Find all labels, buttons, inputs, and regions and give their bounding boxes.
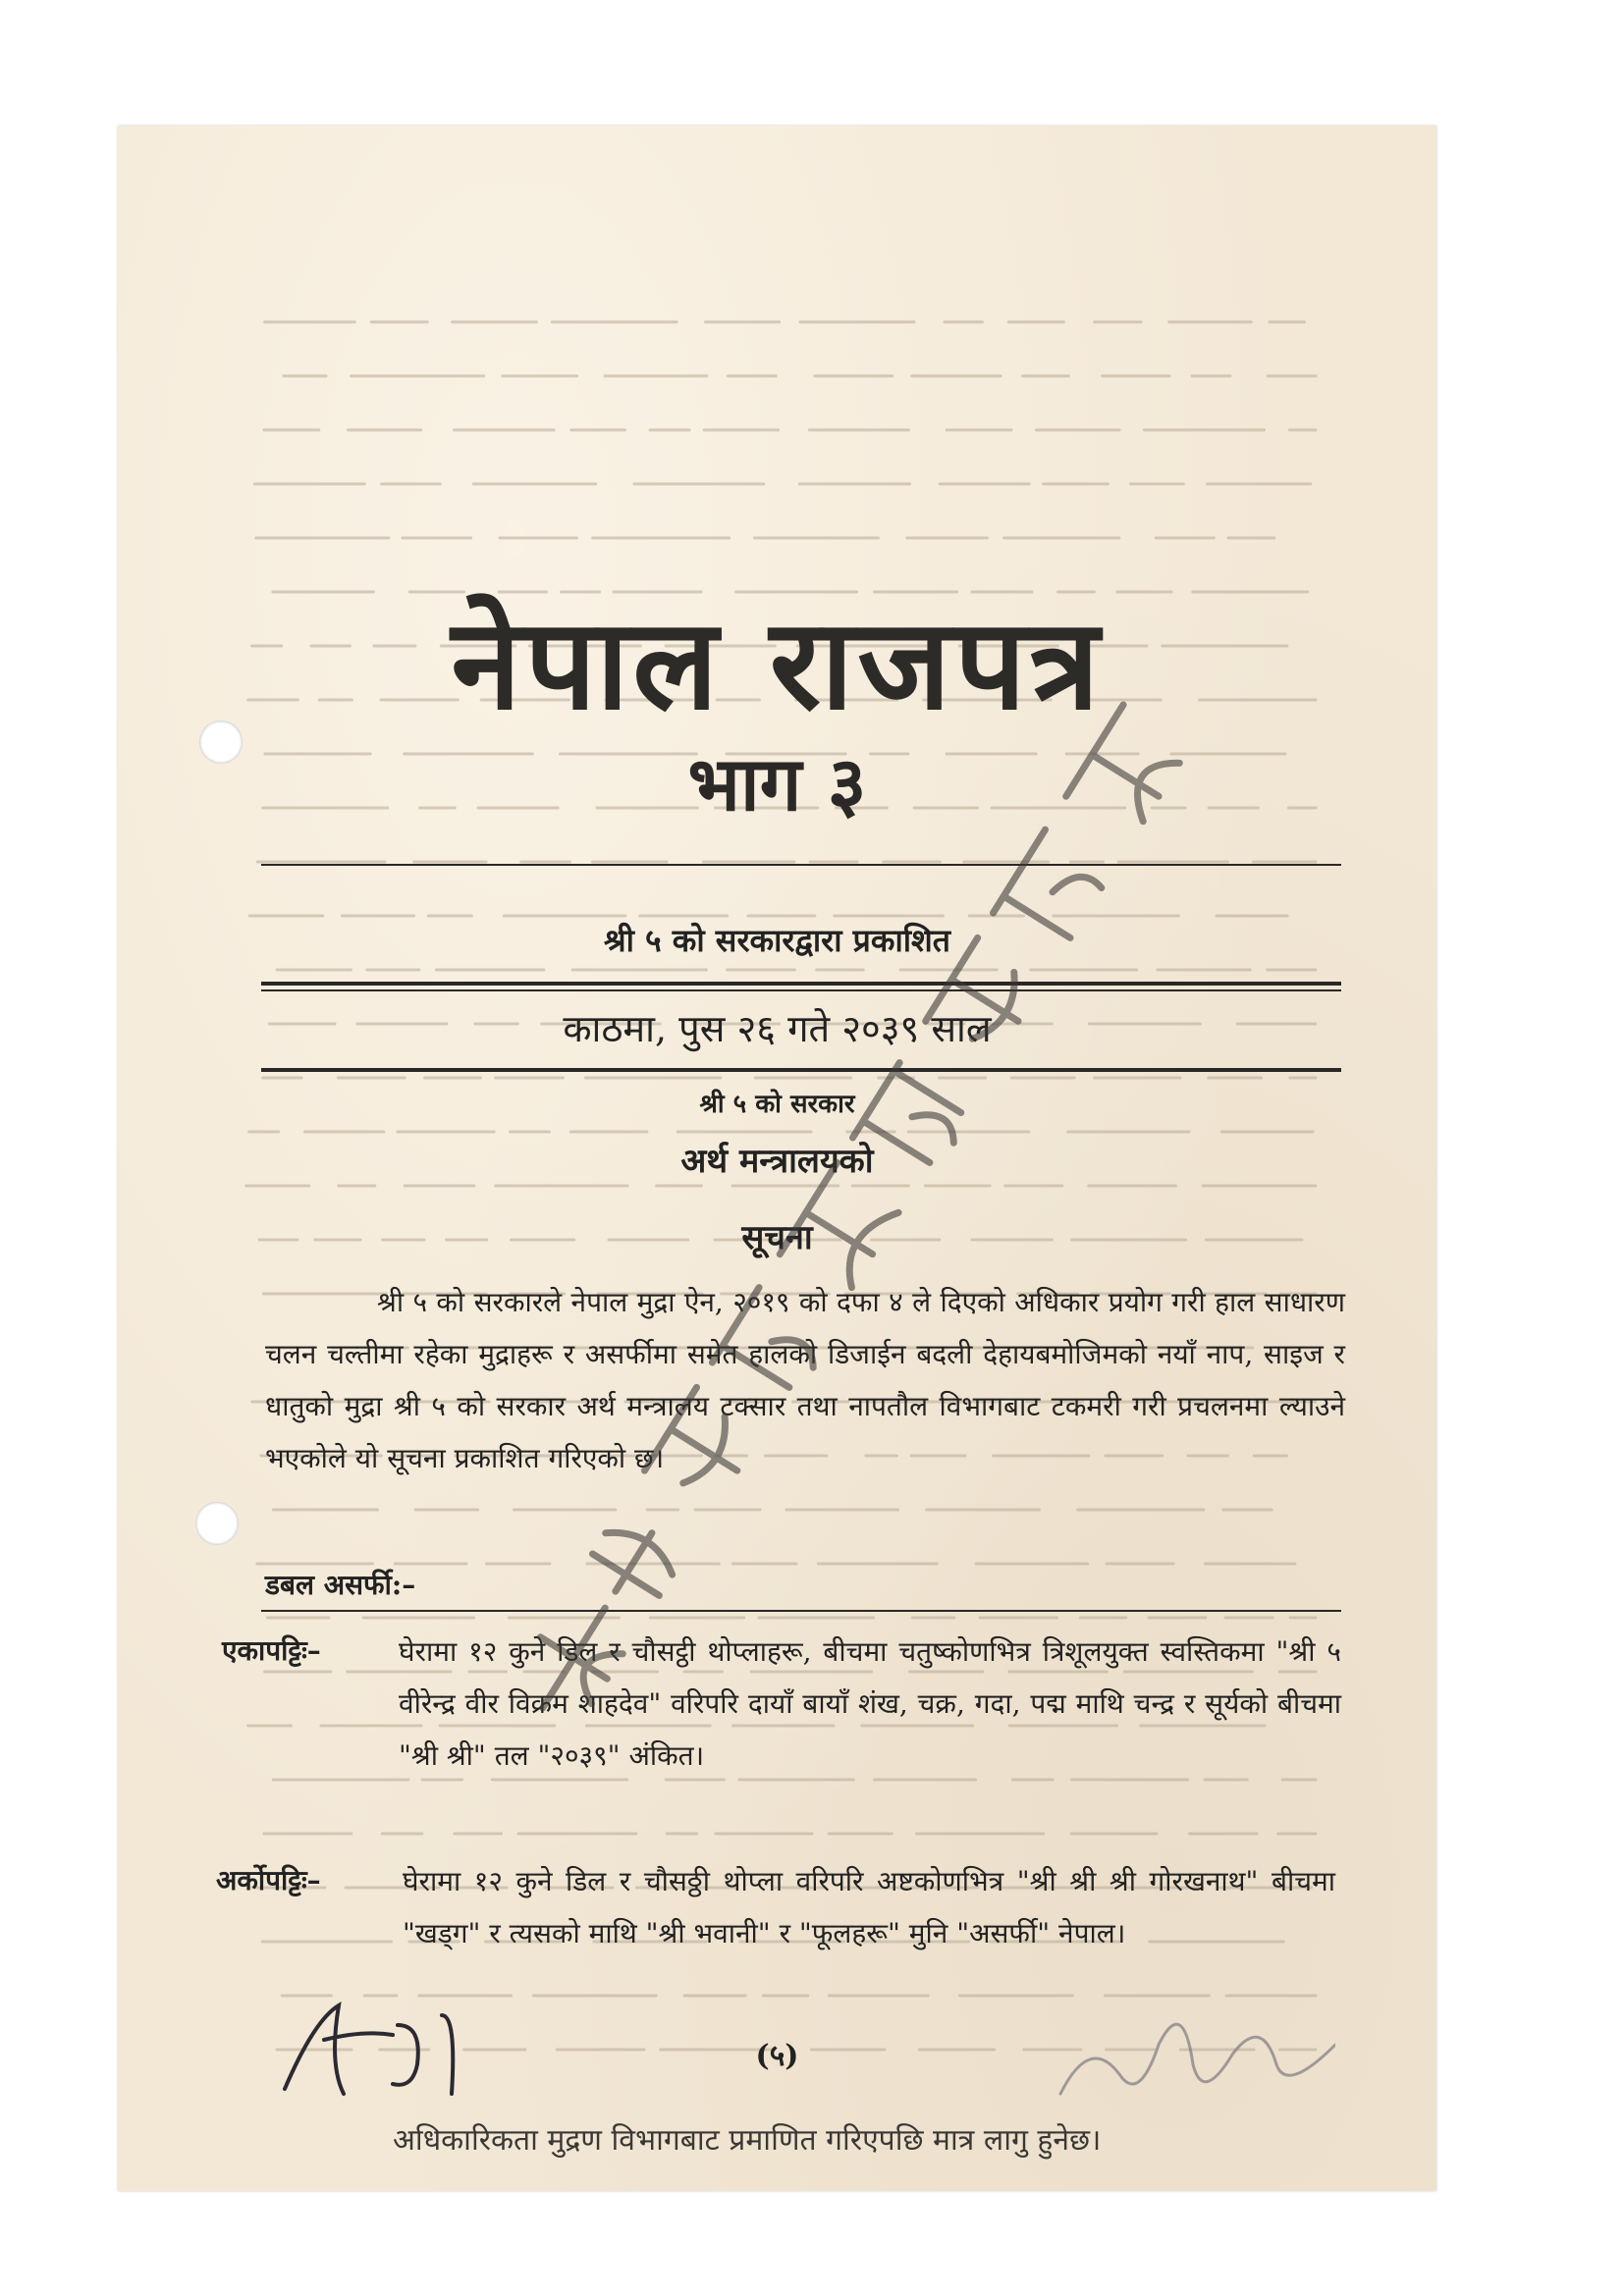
footer-note: अधिकारिकता मुद्रण विभागबाट प्रमाणित गरिएपछि मात्र लागु हुनेछ। [393, 2123, 1102, 2158]
gazette-part: भाग ३ [687, 740, 867, 828]
divider [261, 989, 1341, 991]
notice-title: सूचना [741, 1218, 813, 1257]
obverse-text: घेरामा १२ कुने डिल र चौसट्ठी थोप्लाहरू, बीचमा चतुष्कोणभित्र त्रिशूलयुक्त स्वस्तिकमा "श्री ५ वीरेन्द्र वीर विक्रम शाहदेव" वरिपरि दायाँ बायाँ शंख, चक्र, गदा, पद्म माथि चन्द्र र सूर्यको बीचमा "श्री श्री" तल "२०३९" अंकित। [399, 1635, 1341, 1772]
divider [261, 1068, 1341, 1072]
gazette-page [118, 126, 1436, 2191]
gazette-masthead: नेपाल राजपत्र [451, 591, 1104, 738]
divider [261, 864, 1341, 866]
reverse-text: घेरामा १२ कुने डिल र चौसठ्ठी थोप्ला वरिपरि अष्टकोणभित्र "श्री श्री श्री गोरखनाथ" बीचमा "खड्ग" र त्यसको माथि "श्री भवानी" र "फूलहरू" मुनि "असर्फी" नेपाल। [403, 1865, 1335, 1949]
page-number: (५) [755, 2039, 799, 2073]
publisher-line: श्री ५ को सरकारद्वारा प्रकाशित [603, 922, 951, 959]
ministry: अर्थ मन्त्रालयको [680, 1142, 874, 1181]
notice-body: श्री ५ को सरकारले नेपाल मुद्रा ऐन, २०१९ को दफा ४ ले दिएको अधिकार प्रयोग गरी हाल साधारण चलन चल्तीमा रहेका मुद्राहरू र असर्फीमा समेत हालको डिजाईन बदली देहायबमोजिमको नयाँ नाप, साइज र धातुको मुद्रा श्री ५ को सरकार अर्थ मन्त्रालय टक्सार तथा नापतौल विभागबाट टकमरी गरी प्रचलनमा ल्याउने भएकोले यो सूचना प्रकाशित गरिएको छ। [265, 1286, 1345, 1474]
divider [261, 982, 1341, 986]
obverse-label: एकापट्टिः– [222, 1634, 321, 1667]
issuer: श्री ५ को सरकार [699, 1090, 855, 1119]
punch-hole [195, 1502, 239, 1545]
divider [261, 1610, 1341, 1612]
reverse-label: अर्कोपट्टिः– [216, 1864, 321, 1896]
date-line: काठमा, पुस २६ गते २०३९ साल [563, 1007, 992, 1050]
coin-heading: डबल असर्फी:– [265, 1569, 416, 1601]
